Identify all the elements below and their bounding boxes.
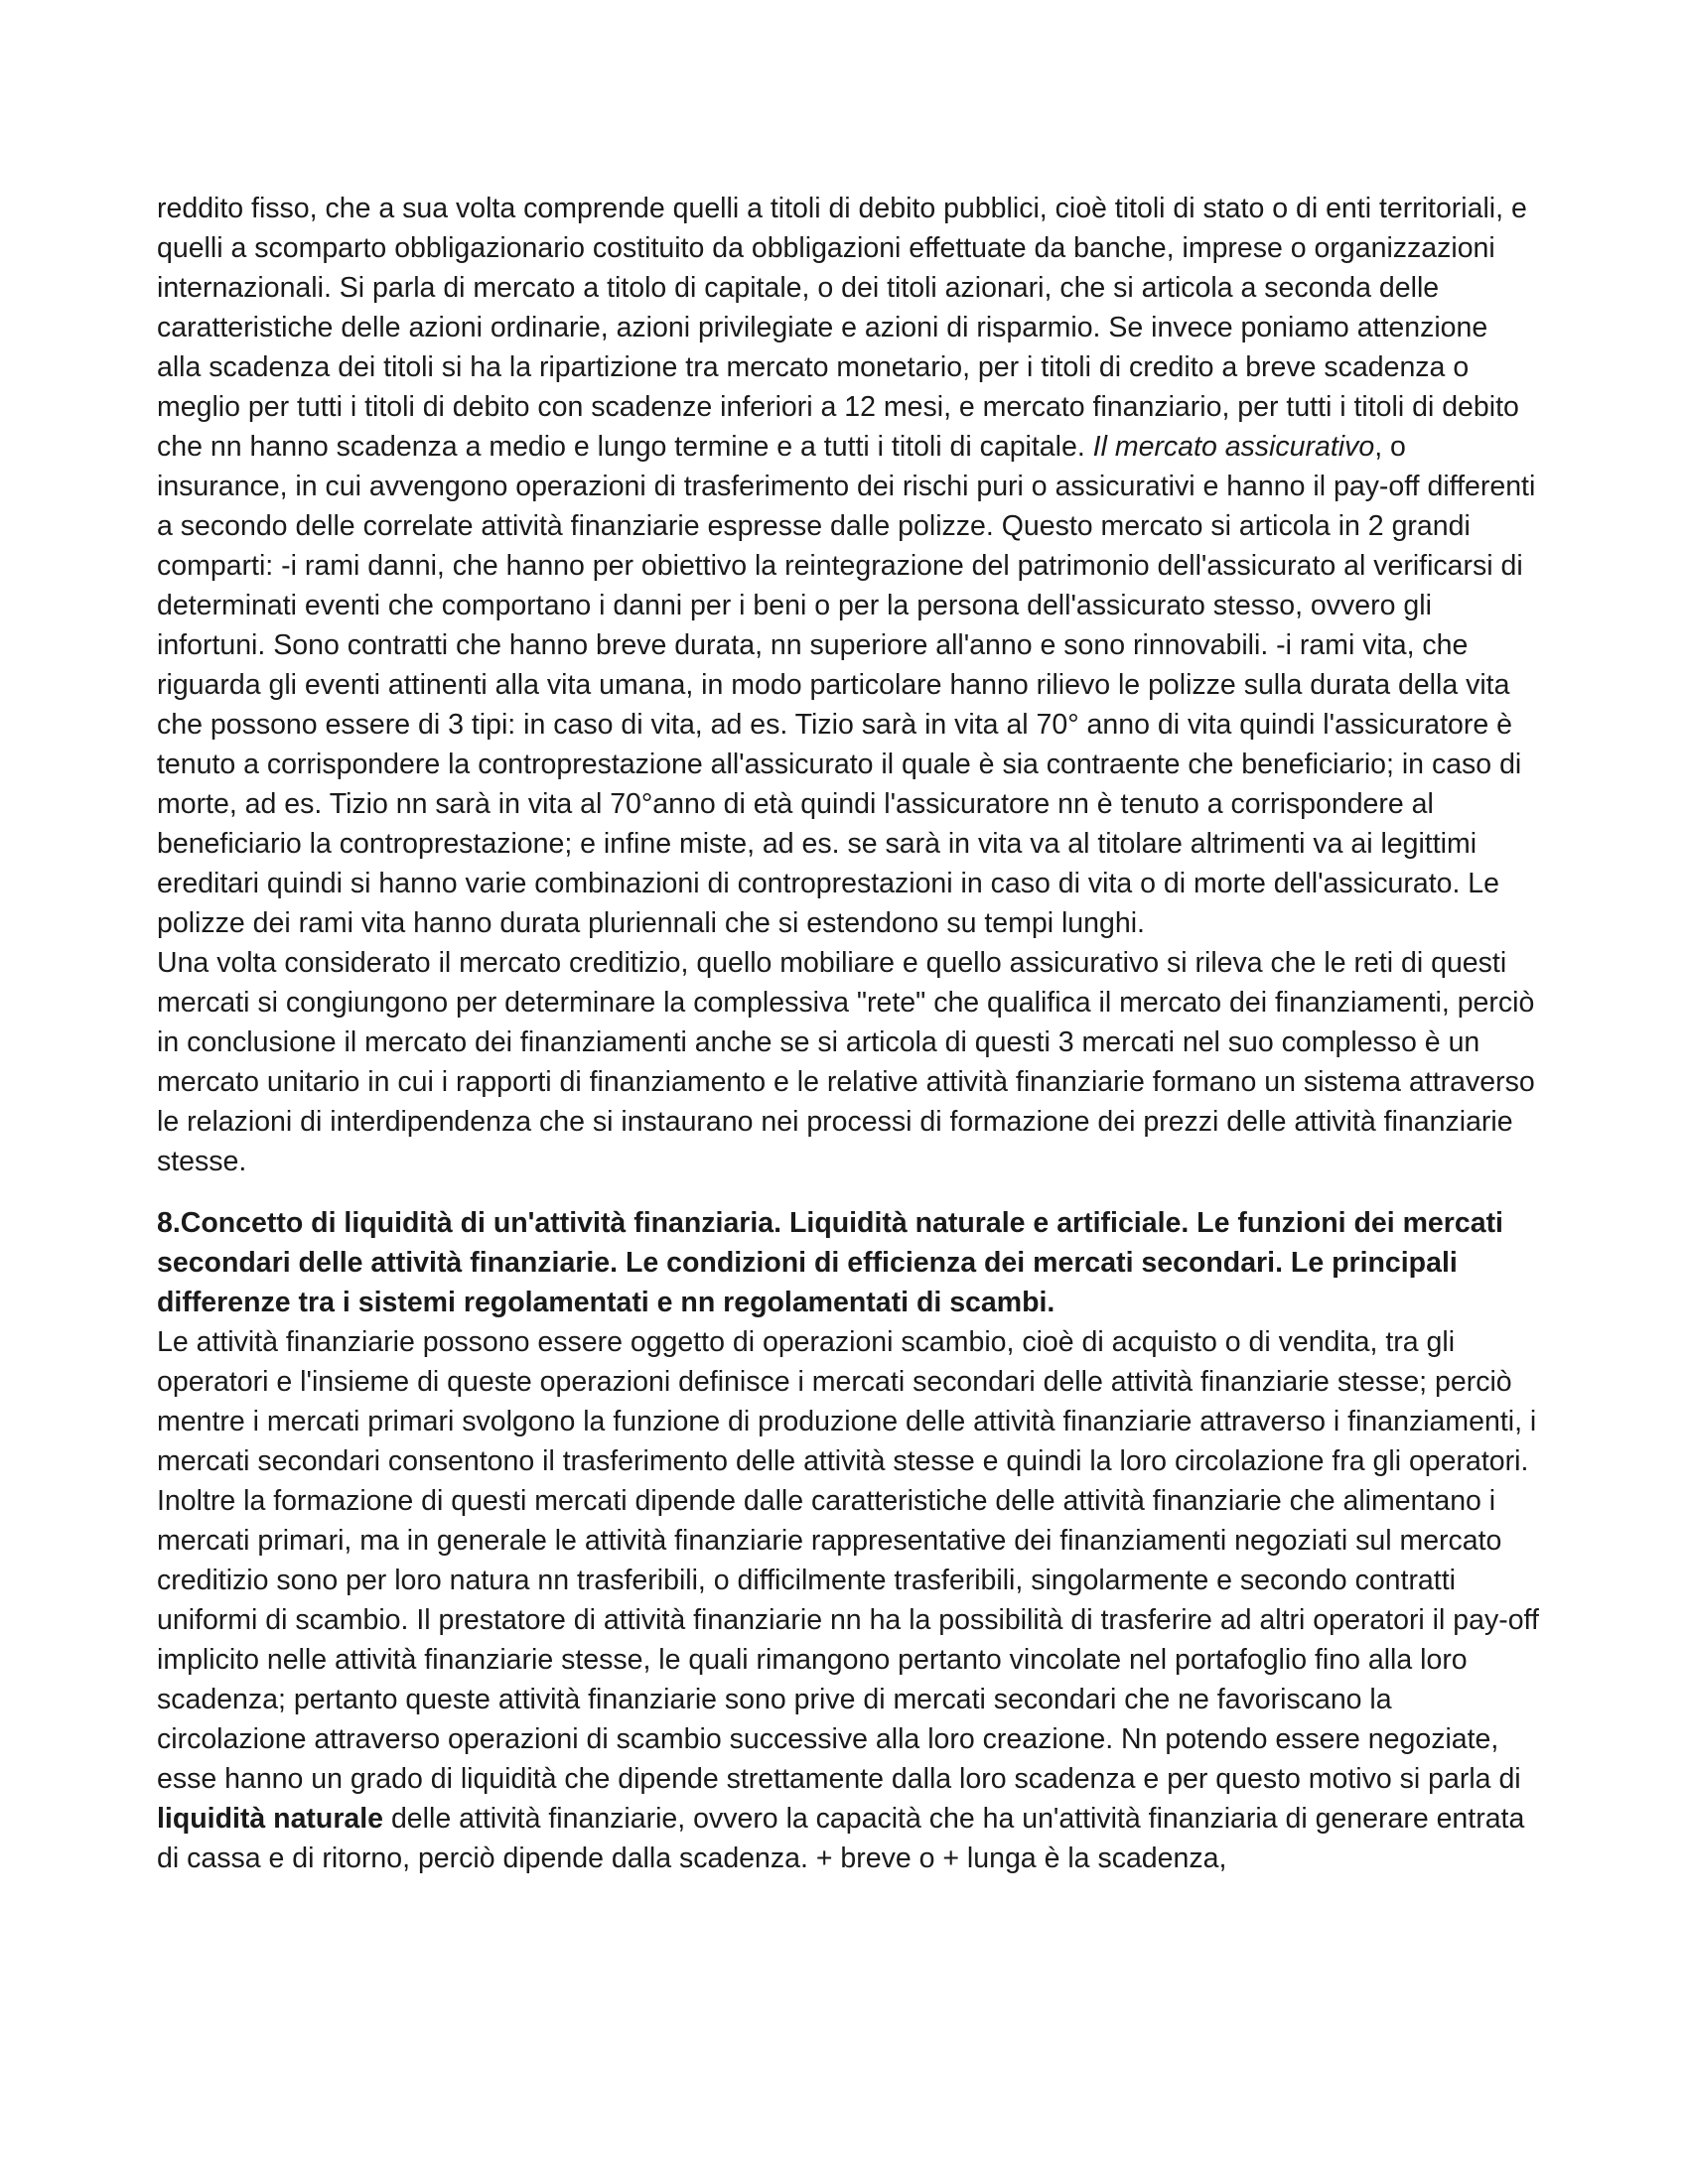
bold-term-liquidita-naturale: liquidità naturale bbox=[157, 1803, 384, 1835]
paragraph-mercati-mobiliare-assicurativo bbox=[157, 189, 1539, 943]
paragraph-mercato-finanziamenti: Una volta considerato il mercato creditizio, quello mobiliare e quello assicurativo si rileva che le reti di questi mercati si congiungono per determinare la complessiva "rete" che qualifica il mercato dei finanziamenti, perciò in conclusione il mercato dei finanziamenti anche se si articola di questi 3 mercati nel suo complesso è un mercato unitario in cui i rapporti di finanziamento e le relative attività finanziarie formano un sistema attraverso le relazioni di interdipendenza che si instaurano nei processi di formazione dei prezzi delle attività finanziarie stesse. bbox=[157, 947, 1535, 1177]
paragraph-liquidita bbox=[157, 1322, 1539, 1878]
paragraph-text: , o insurance, in cui avvengono operazioni di trasferimento dei rischi puri o assicurativi e hanno il pay-off differenti a secondo delle correlate attività finanziarie espresse dalle polizze. Questo mercato si articola in 2 grandi comparti: -i rami danni, che hanno per obiettivo la reintegrazione del patrimonio dell'assicurato al verificarsi di determinati eventi che comportano i danni per i beni o per la persona dell'assicurato stesso, ovvero gli infortuni. Sono contratti che hanno breve durata, nn superiore all'anno e sono rinnovabili. -i rami vita, che riguarda gli eventi attinenti alla vita umana, in modo particolare hanno rilievo le polizze sulla durata della vita che possono essere di 3 tipi: in caso di vita, ad es. Tizio sarà in vita al 70° anno di vita quindi l'assicuratore è tenuto a corrispondere la controprestazione all'assicurato il quale è sia contraente che beneficiario; in caso di morte, ad es. Tizio nn sarà in vita al 70°anno di età quindi l'assicuratore nn è tenuto a corrispondere al beneficiario la controprestazione; e infine miste, ad es. se sarà in vita va al titolare altrimenti va ai legittimi ereditari quindi si hanno varie combinazioni di controprestazioni in caso di vita o di morte dell'assicurato. Le polizze dei rami vita hanno durata pluriennali che si estendono su tempi lunghi. bbox=[157, 431, 1536, 939]
italic-term-mercato-assicurativo: Il mercato assicurativo bbox=[1092, 431, 1375, 463]
document-body bbox=[157, 189, 1539, 1878]
paragraph-text: delle attività finanziarie, ovvero la capacità che ha un'attività finanziaria di generare entrata di cassa e di ritorno, perciò dipende dalla scadenza. + breve o + lunga è la scadenza, bbox=[157, 1803, 1525, 1874]
paragraph-text: Le attività finanziarie possono essere oggetto di operazioni scambio, cioè di acquisto o di vendita, tra gli operatori e l'insieme di queste operazioni definisce i mercati secondari delle attività finanziarie stesse; perciò mentre i mercati primari svolgono la funzione di produzione delle attività finanziarie attraverso i finanziamenti, i mercati secondari consentono il trasferimento delle attività stesse e quindi la loro circolazione fra gli operatori. Inoltre la formazione di questi mercati dipende dalle caratteristiche delle attività finanziarie che alimentano i mercati primari, ma in generale le attività finanziarie rappresentative dei finanziamenti negoziati sul mercato creditizio sono per loro natura nn trasferibili, o difficilmente trasferibili, singolarmente e secondo contratti uniformi di scambio. Il prestatore di attività finanziarie nn ha la possibilità di trasferire ad altri operatori il pay-off implicito nelle attività finanziarie stesse, le quali rimangono pertanto vincolate nel portafoglio fino alla loro scadenza; pertanto queste attività finanziarie sono prive di mercati secondari che ne favoriscano la circolazione attraverso operazioni di scambio successive alla loro creazione. Nn potendo essere negoziate, esse hanno un grado di liquidità che dipende strettamente dalla loro scadenza e per questo motivo si parla di bbox=[157, 1326, 1539, 1795]
paragraph-text: reddito fisso, che a sua volta comprende quelli a titoli di debito pubblici, cioè titoli di stato o di enti territoriali, e quelli a scomparto obbligazionario costituito da obbligazioni effettuate da banche, imprese o organizzazioni internazionali. Si parla di mercato a titolo di capitale, o dei titoli azionari, che si articola a seconda delle caratteristiche delle azioni ordinarie, azioni privilegiate e azioni di risparmio. Se invece poniamo attenzione alla scadenza dei titoli si ha la ripartizione tra mercato monetario, per i titoli di credito a breve scadenza o meglio per tutti i titoli di debito con scadenze inferiori a 12 mesi, e mercato finanziario, per tutti i titoli di debito che nn hanno scadenza a medio e lungo termine e a tutti i titoli di capitale. bbox=[157, 193, 1527, 463]
section-heading-8: 8.Concetto di liquidità di un'attività finanziaria. Liquidità naturale e artificiale. Le funzioni dei mercati secondari delle attività finanziarie. Le condizioni di efficienza dei mercati secondari. Le principali differenze tra i sistemi regolamentati e nn regolamentati di scambi. bbox=[157, 1207, 1503, 1318]
